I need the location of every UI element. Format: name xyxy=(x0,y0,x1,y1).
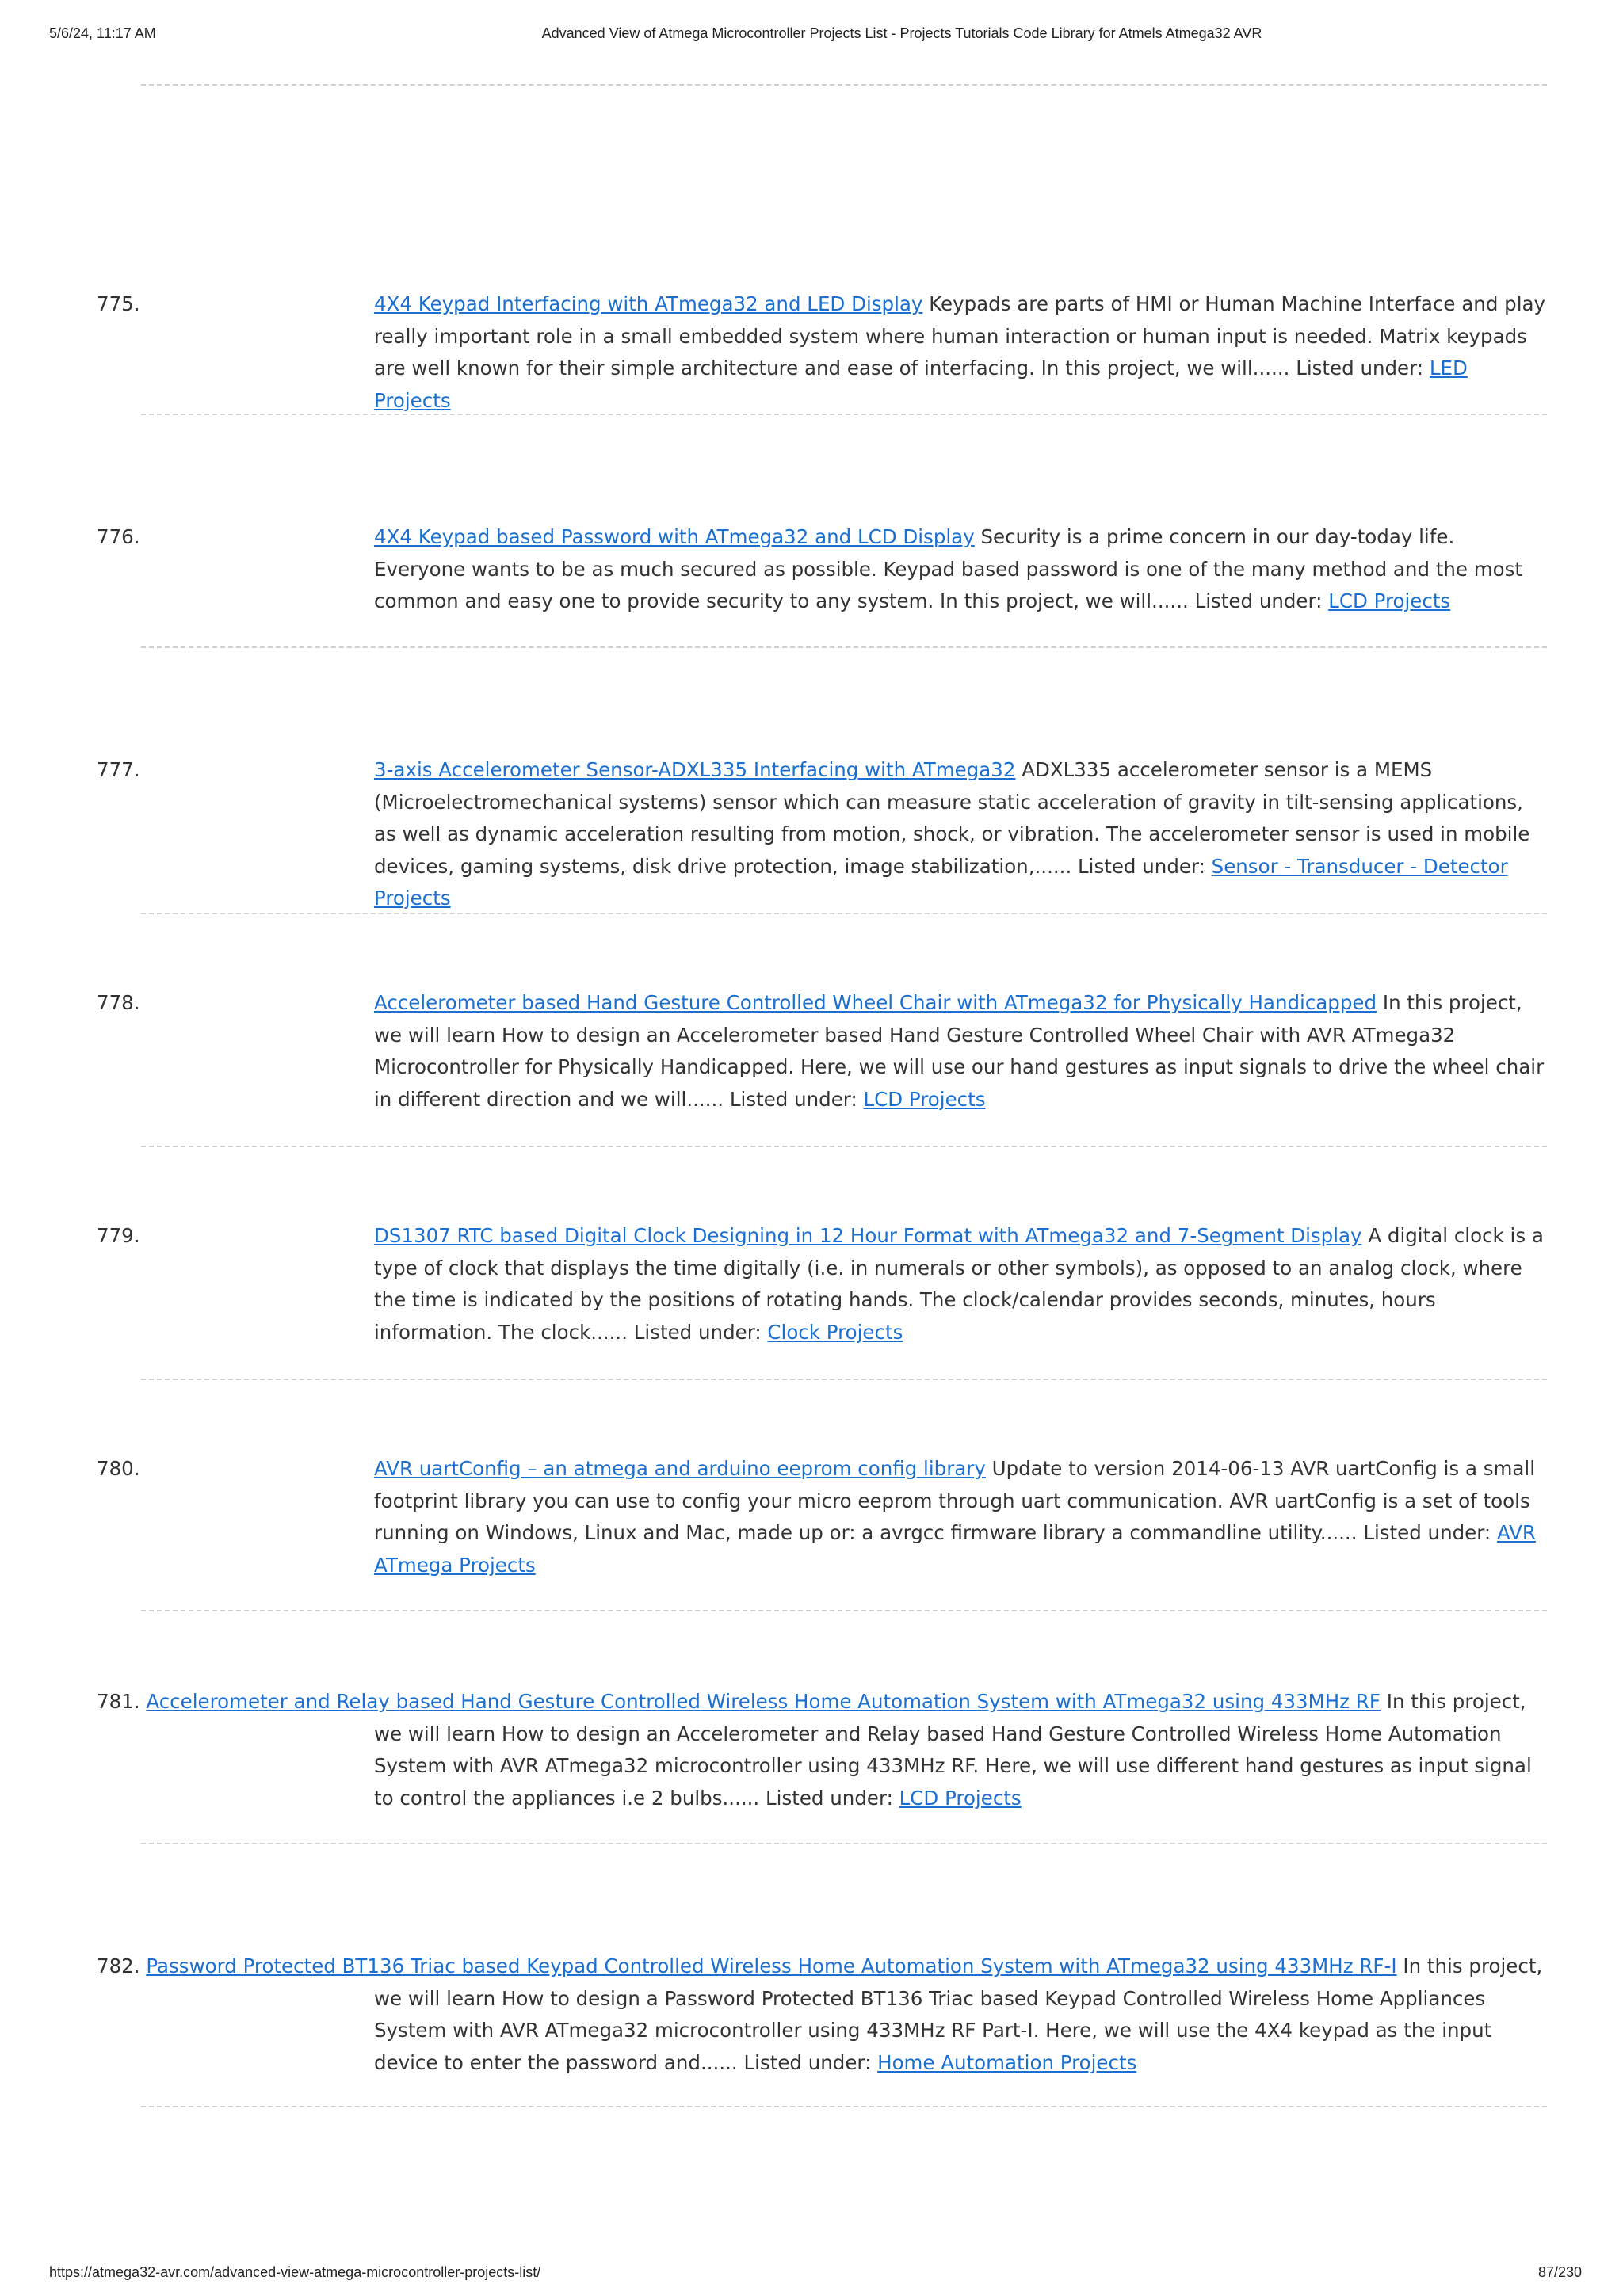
entry-body xyxy=(97,1686,1547,1814)
project-entry xyxy=(97,521,1547,618)
print-page-title: Advanced View of Atmega Microcontroller Projects List - Projects Tutorials Code Library for Atmels Atmega32 AVR xyxy=(541,25,1262,41)
project-entry xyxy=(97,754,1547,915)
project-title-link[interactable]: 4X4 Keypad Interfacing with ATmega32 and LED Display xyxy=(374,292,923,315)
listed-under-label: Listed under: xyxy=(1078,854,1205,878)
divider xyxy=(141,1379,1547,1380)
divider xyxy=(141,1146,1547,1147)
entry-number: 778. xyxy=(97,991,140,1014)
entry-number: 775. xyxy=(97,292,140,315)
divider xyxy=(141,84,1547,86)
category-link[interactable]: AVR ATmega Projects xyxy=(374,1521,1536,1577)
project-entry xyxy=(97,288,1547,417)
print-datetime: 5/6/24, 11:17 AM xyxy=(49,25,156,41)
category-link[interactable]: LCD Projects xyxy=(1328,589,1451,612)
listed-under-label: Listed under: xyxy=(633,1320,762,1344)
entry-body xyxy=(374,987,1547,1116)
listed-under-label: Listed under: xyxy=(766,1786,893,1810)
entry-body xyxy=(374,288,1547,417)
project-description: ADXL335 accelerometer sensor is a MEMS (Microelectromechanical systems) sensor which can measure static acceleration of gravity in tilt-sensing applications, as well as dynamic acceleration resulting from motion, shock, or vibration. The accelerometer sensor is used in mobile devices, gaming systems, disk drive protection, image stabilization,...... xyxy=(374,758,1530,878)
category-link[interactable]: LCD Projects xyxy=(899,1786,1022,1810)
project-description: A digital clock is a type of clock that displays the time digitally (i.e. in numerals or other symbols), as opposed to an analog clock, where the time is indicated by the positions of rotating hands. The clock/calendar provides seconds, minutes, hours information. The clock...... xyxy=(374,1224,1544,1344)
listed-under-label: Listed under: xyxy=(1363,1521,1491,1544)
entry-body xyxy=(374,521,1547,618)
project-entry xyxy=(97,1220,1547,1348)
divider xyxy=(141,1843,1547,1844)
print-url: https://atmega32-avr.com/advanced-view-atmega-microcontroller-projects-list/ xyxy=(49,2264,541,2280)
project-entry xyxy=(97,1453,1547,1581)
project-description: Keypads are parts of HMI or Human Machine Interface and play really important role in a small embedded system where human interaction or human input is needed. Matrix keypads are well known for their simple architecture and ease of interfacing. In this project, we will...... xyxy=(374,292,1546,379)
entry-body xyxy=(374,754,1547,915)
divider xyxy=(141,913,1547,914)
project-entry xyxy=(97,1686,1547,1814)
project-title-link[interactable]: DS1307 RTC based Digital Clock Designing in 12 Hour Format with ATmega32 and 7-Segment Display xyxy=(374,1224,1362,1247)
divider xyxy=(141,414,1547,415)
project-description: In this project, we will learn How to design a Password Protected BT136 Triac based Keypad Controlled Wireless Home Appliances System with AVR ATmega32 microcontroller using 433MHz RF Part-I. Here, we will use the 4X4 keypad as the input device to enter the password and...... xyxy=(374,1955,1543,2074)
entry-number: 779. xyxy=(97,1224,140,1247)
project-description: Update to version 2014-06-13 AVR uartConfig is a small footprint library you can use to config your micro eeprom through uart communication. AVR uartConfig is a set of tools running on Windows, Linux and Mac, made up or: a avrgcc firmware library a commandline utility...... xyxy=(374,1457,1536,1544)
project-title-link[interactable]: 4X4 Keypad based Password with ATmega32 and LCD Display xyxy=(374,525,975,548)
project-title-link[interactable]: Password Protected BT136 Triac based Keypad Controlled Wireless Home Automation System with ATmega32 using 433MHz RF-I xyxy=(146,1955,1397,1978)
entry-number: 777. xyxy=(97,758,140,781)
listed-under-label: Listed under: xyxy=(1194,589,1323,612)
category-link[interactable]: Sensor - Transducer - Detector Projects xyxy=(374,854,1508,910)
entry-number: 781. xyxy=(97,1690,140,1713)
project-title-link[interactable]: Accelerometer and Relay based Hand Gesture Controlled Wireless Home Automation System with ATmega32 using 433MHz RF xyxy=(146,1690,1381,1713)
print-page-number: 87/230 xyxy=(1537,2264,1582,2280)
project-title-link[interactable]: 3-axis Accelerometer Sensor-ADXL335 Interfacing with ATmega32 xyxy=(374,758,1016,781)
project-description: Security is a prime concern in our day-today life. Everyone wants to be as much secured as possible. Keypad based password is one of the many method and the most common and easy one to provide security to any system. In this project, we will...... xyxy=(374,525,1523,612)
category-link[interactable]: Clock Projects xyxy=(767,1320,903,1344)
project-entry xyxy=(97,987,1547,1116)
listed-under-label: Listed under: xyxy=(729,1087,857,1111)
entry-body xyxy=(374,1220,1547,1348)
listed-under-label: Listed under: xyxy=(1296,357,1424,379)
project-title-link[interactable]: Accelerometer based Hand Gesture Controlled Wheel Chair with ATmega32 for Physically Handicapped xyxy=(374,991,1377,1014)
category-link[interactable]: LCD Projects xyxy=(863,1087,986,1111)
divider xyxy=(141,2106,1547,2107)
divider xyxy=(141,1610,1547,1611)
divider xyxy=(141,646,1547,648)
entry-body xyxy=(97,1951,1547,2079)
category-link[interactable]: LED Projects xyxy=(374,357,1468,412)
category-link[interactable]: Home Automation Projects xyxy=(877,2050,1137,2074)
entry-number: 776. xyxy=(97,525,140,548)
entry-number: 782. xyxy=(97,1955,140,1978)
listed-under-label: Listed under: xyxy=(743,2050,872,2074)
entry-number: 780. xyxy=(97,1457,140,1480)
project-title-link[interactable]: AVR uartConfig – an atmega and arduino eeprom config library xyxy=(374,1457,986,1480)
project-description: In this project, we will learn How to design an Accelerometer and Relay based Hand Gesture Controlled Wireless Home Automation System with AVR ATmega32 microcontroller using 433MHz RF. Here, we will use different hand gestures as input signal to control the appliances i.e 2 bulbs...... xyxy=(374,1690,1532,1810)
project-description: In this project, we will learn How to design an Accelerometer based Hand Gesture Controlled Wheel Chair with AVR ATmega32 Microcontroller for Physically Handicapped. Here, we will use our hand gestures as input signals to drive the wheel chair in different direction and we will...... xyxy=(374,991,1545,1111)
project-entry xyxy=(97,1951,1547,2079)
entry-body xyxy=(374,1453,1547,1581)
